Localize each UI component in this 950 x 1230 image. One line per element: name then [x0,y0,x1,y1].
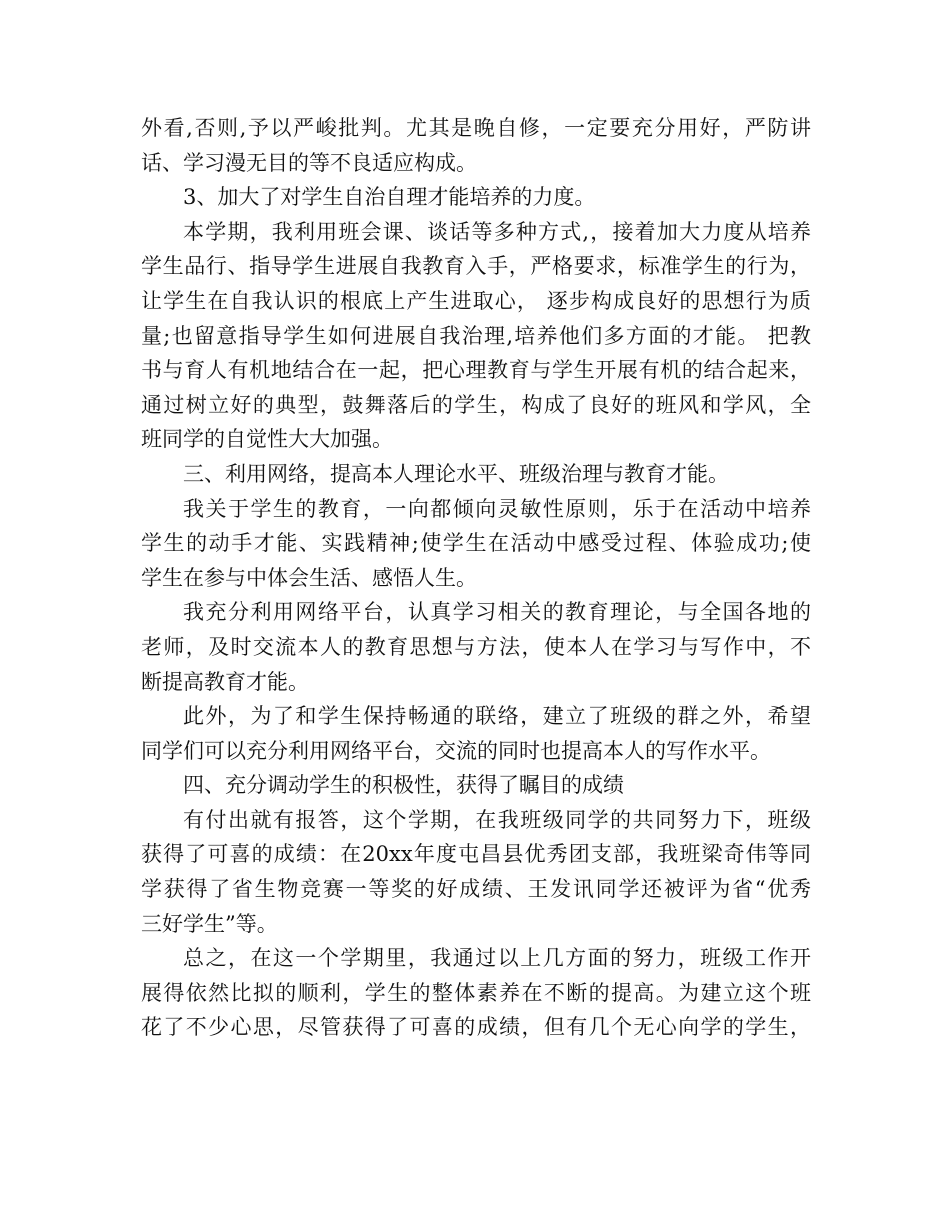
text-line: 学生品行、指导学生进展自我教育入手，严格要求，标准学生的行为， [141,254,811,279]
text-line: 老师，及时交流本人的教育思想与方法，使本人在学习与写作中，不 [141,634,811,659]
text-line: 总之，在这一个学期里，我通过以上几方面的努力，班级工作开 [183,946,811,971]
text-line: 本学期，我利用班会课、谈话等多种方式,，接着加大力度从培养 [183,219,811,244]
text-line: 通过树立好的典型，鼓舞落后的学生，构成了良好的班风和学风，全 [141,392,811,417]
text-line: 断提高教育才能。 [141,669,309,694]
text-line: 学生在参与中体会生活、感悟人生。 [141,565,477,590]
text-line: 让学生在自我认识的根底上产生进取心， 逐步构成良好的思想行为质 [141,288,811,313]
text-line: 班同学的自觉性大大加强。 [141,427,393,452]
text-line: 我关于学生的教育，一向都倾向灵敏性原则，乐于在活动中培养 [183,496,811,521]
text-line: 展得依然比拟的顺利，学生的整体素养在不断的提高。为建立这个班 [141,980,811,1005]
text-line: 书与育人有机地结合在一起，把心理教育与学生开展有机的结合起来， [141,358,811,383]
text-line: 话、学习漫无目的等不良适应构成。 [141,150,477,175]
text-line: 3、加大了对学生自治自理才能培养的力度。 [183,185,596,210]
text-line: 三、利用网络，提高本人理论水平、班级治理与教育才能。 [183,461,729,486]
text-line: 同学们可以充分利用网络平台，交流的同时也提高本人的写作水平。 [141,738,771,763]
text-line: 我充分利用网络平台，认真学习相关的教育理论，与全国各地的 [183,600,811,625]
text-line: 学获得了省生物竞赛一等奖的好成绩、王发讯同学还被评为省“优秀 [141,877,811,902]
text-line: 有付出就有报答，这个学期，在我班级同学的共同努力下，班级 [183,807,811,832]
text-line: 量;也留意指导学生如何进展自我治理,培养他们多方面的才能。 把教 [141,323,811,348]
text-line: 学生的动手才能、实践精神;使学生在活动中感受过程、体验成功;使 [141,531,811,556]
text-line: 三好学生”等。 [141,911,278,936]
text-line: 外看,否则,予以严峻批判。尤其是晚自修，一定要充分用好，严防讲 [141,116,811,140]
document-body [141,111,811,1045]
text-line: 花了不少心思，尽管获得了可喜的成绩，但有几个无心向学的学生， [141,1015,811,1040]
text-line: 此外，为了和学生保持畅通的联络，建立了班级的群之外，希望 [183,704,811,729]
text-line: 获得了可喜的成绩：在20xx年度屯昌县优秀团支部，我班梁奇伟等同 [141,842,811,867]
text-line: 四、充分调动学生的积极性，获得了瞩目的成绩 [183,773,624,798]
